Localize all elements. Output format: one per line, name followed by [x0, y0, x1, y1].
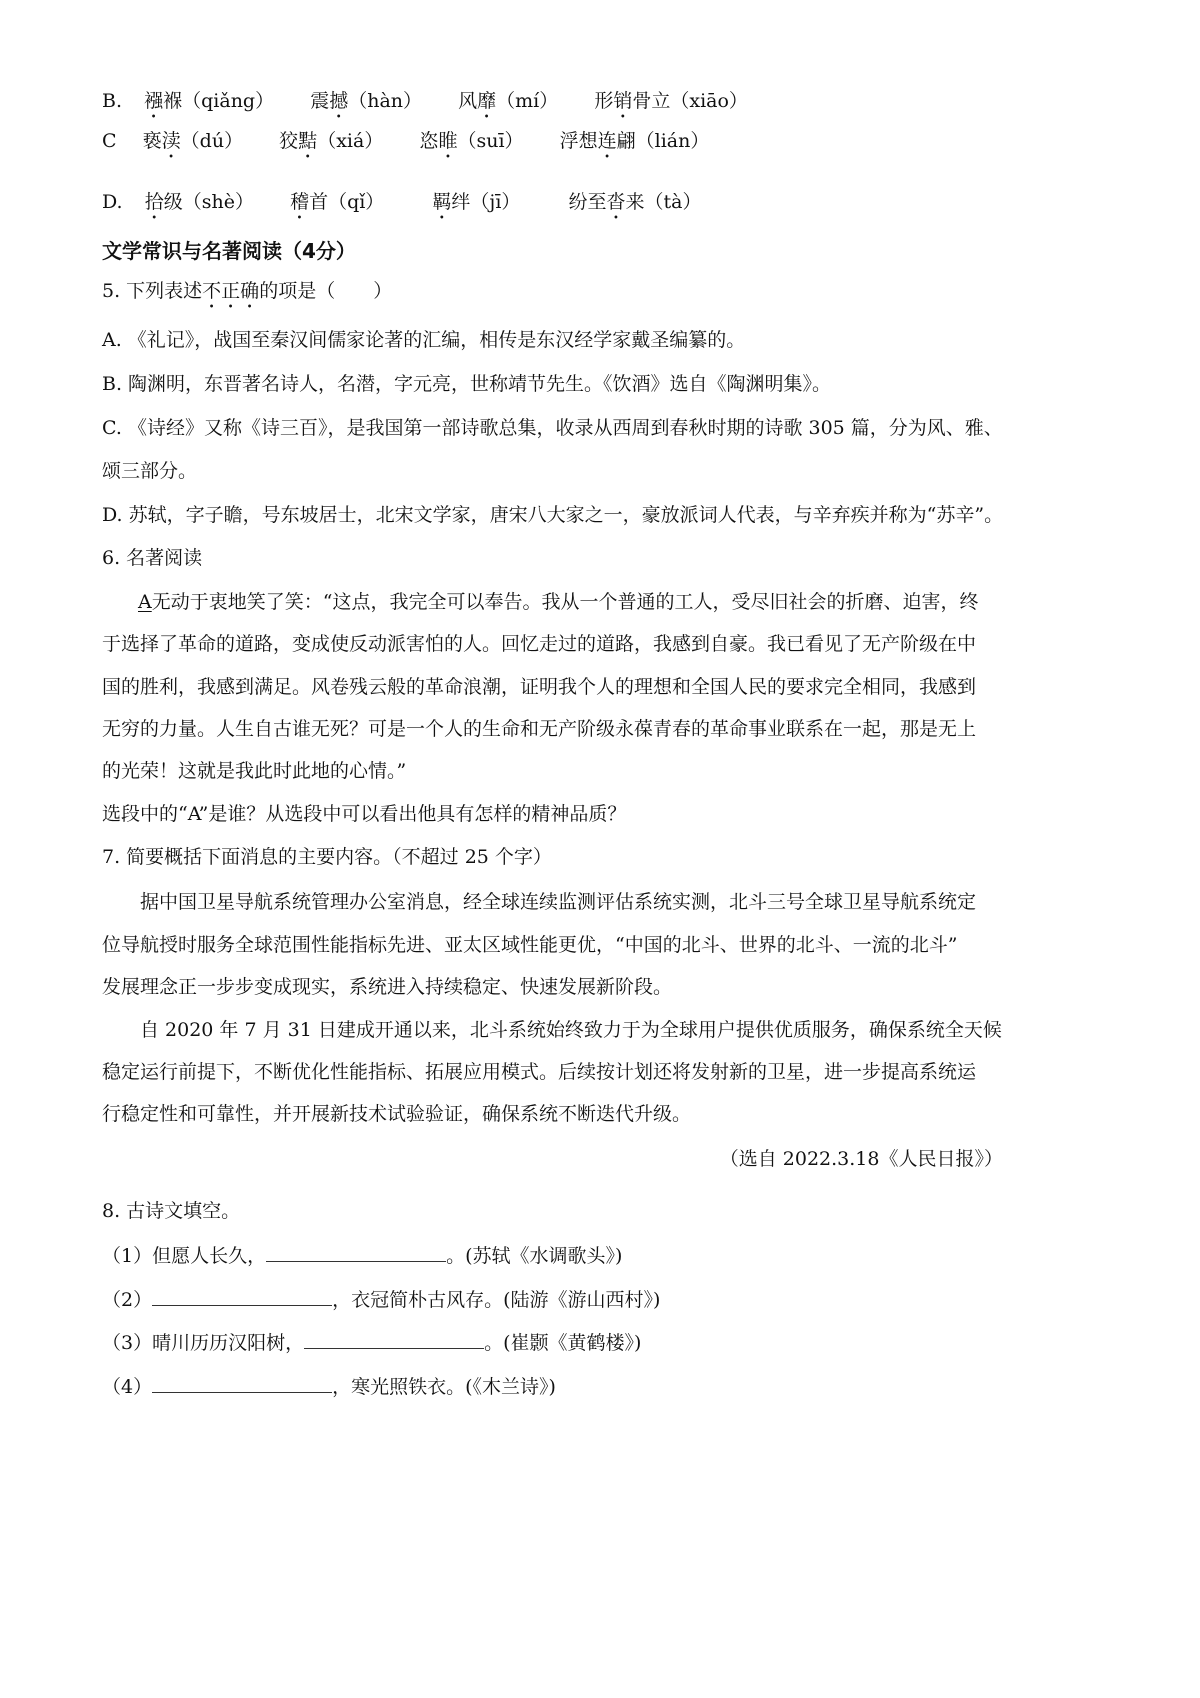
- answer-blank[interactable]: [304, 1328, 484, 1349]
- q5-option-a: A. 《礼记》，战国至秦汉间儒家论著的汇编，相传是东汉经学家戴圣编纂的。: [102, 329, 746, 351]
- word-4: 纷至沓来（tà）: [568, 191, 702, 213]
- q7-source: （选自 2022.3.18《人民日报》）: [719, 1148, 1003, 1170]
- q8-line4: （4） ，寒光照铁衣。(《木兰诗》): [102, 1372, 556, 1400]
- word-2: 震撼（hàn）: [310, 90, 423, 112]
- word-2: 狡黠（xiá）: [279, 130, 384, 152]
- q6-passage-line2: 于选择了革命的道路，变成使反动派害怕的人。回忆走过的道路，我感到自豪。我已看见了无产阶级在中: [102, 633, 977, 655]
- q4-option-b: [102, 88, 748, 123]
- word-1: 襁褓（qiǎng）: [144, 90, 275, 112]
- q7-p1-line3: 发展理念正一步步变成现实，系统进入持续稳定、快速发展新阶段。: [102, 976, 673, 998]
- word-3: 恣睢（suī）: [419, 130, 524, 152]
- option-label: B.: [102, 90, 123, 112]
- q7-p1-line1: 据中国卫星导航系统管理办公室消息，经全球连续监测评估系统实测，北斗三号全球卫星导航系统定: [140, 891, 977, 913]
- q6-stem: 6. 名著阅读: [102, 547, 203, 569]
- q8-line2: （2） ，衣冠简朴古风存。(陆游《游山西村》): [102, 1285, 660, 1313]
- q8-line3: （3）晴川历历汉阳树， 。(崔颢《黄鹤楼》): [102, 1328, 641, 1356]
- q7-p2-line3: 行稳定性和可靠性，并开展新技术试验验证，确保系统不断迭代升级。: [102, 1103, 692, 1125]
- q5-option-c-line2: 颂三部分。: [102, 460, 198, 482]
- answer-blank[interactable]: [152, 1372, 332, 1393]
- q7-p1-line2: 位导航授时服务全球范围性能指标先进、亚太区域性能更优，“中国的北斗、世界的北斗、一流的北斗”: [102, 934, 958, 956]
- q6-passage-line3: 国的胜利，我感到满足。风卷残云般的革命浪潮，证明我个人的理想和全国人民的要求完全相同，我感到: [102, 676, 977, 698]
- q4-option-d: [102, 189, 701, 224]
- q6-passage-line5: 的光荣！这就是我此时此地的心情。”: [102, 760, 407, 782]
- word-1: 亵渎（dú）: [142, 130, 244, 152]
- answer-blank[interactable]: [266, 1241, 446, 1262]
- word-2: 稽首（qǐ）: [290, 191, 385, 213]
- word-3: 羁绊（jī）: [432, 191, 521, 213]
- q8-stem: 8. 古诗文填空。: [102, 1200, 241, 1222]
- answer-blank[interactable]: [152, 1285, 332, 1306]
- word-1: 拾级（shè）: [144, 191, 254, 213]
- q4-option-c: [102, 128, 709, 163]
- word-4: 浮想连翩（lián）: [559, 130, 710, 152]
- q6-passage-line4: 无穷的力量。人生自古谁无死？可是一个人的生命和无产阶级永葆青春的革命事业联系在一起，那是无上: [102, 718, 977, 740]
- section-heading: 文学常识与名著阅读（4分）: [102, 239, 356, 263]
- q7-stem: 7. 简要概括下面消息的主要内容。（不超过 25 个字）: [102, 846, 552, 868]
- q5-option-b: B. 陶渊明，东晋著名诗人，名潜，字元亮，世称靖节先生。《饮酒》选自《陶渊明集》。: [102, 373, 832, 395]
- q5-stem: 5. 下列表述不正确的项是（ ）: [102, 280, 393, 302]
- character-mark: A: [138, 591, 152, 613]
- q6-passage-line1: A无动于衷地笑了笑：“这点，我完全可以奉告。我从一个普通的工人，受尽旧社会的折磨、迫害，终: [138, 591, 979, 613]
- q6-question: 选段中的“A”是谁？从选段中可以看出他具有怎样的精神品质？: [102, 803, 627, 825]
- word-4: 形销骨立（xiāo）: [594, 90, 748, 112]
- option-label: C: [102, 130, 117, 152]
- q7-p2-line1: 自 2020 年 7 月 31 日建成开通以来，北斗系统始终致力于为全球用户提供优质服务，确保系统全天候: [140, 1019, 1002, 1041]
- q5-option-d: D. 苏轼，字子瞻，号东坡居士，北宋文学家，唐宋八大家之一，豪放派词人代表，与辛弃疾并称为“苏辛”。: [102, 504, 1004, 526]
- word-3: 风靡（mí）: [458, 90, 559, 112]
- option-label: D.: [102, 191, 123, 213]
- q7-p2-line2: 稳定运行前提下，不断优化性能指标、拓展应用模式。后续按计划还将发射新的卫星，进一步提高系统运: [102, 1061, 977, 1083]
- q8-line1: （1）但愿人长久， 。(苏轼《水调歌头》): [102, 1241, 622, 1269]
- q5-option-c-line1: C. 《诗经》又称《诗三百》，是我国第一部诗歌总集，收录从西周到春秋时期的诗歌 305 篇，分为风、雅、: [102, 417, 1003, 439]
